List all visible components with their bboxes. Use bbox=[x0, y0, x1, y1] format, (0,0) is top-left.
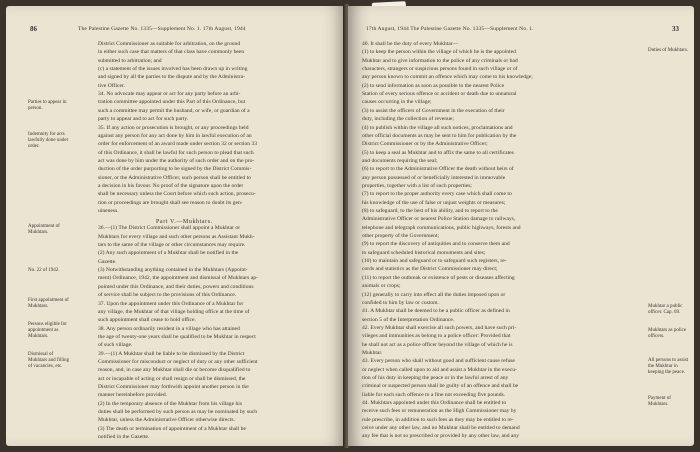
text-line: telephone and telegraph communications, public highways, forests and bbox=[362, 224, 521, 231]
text-line: (1) to keep the person within the village of which he is the appointed bbox=[362, 49, 516, 56]
text-line: (3) The death or termination of appointment of a Mukhtar shall be bbox=[98, 425, 246, 432]
text-line: the age of twenty-one years shall be qualified to be Mukhtar in respect bbox=[98, 333, 256, 340]
text-line: (c) a statement of the issues involved has been drawn up in writing bbox=[98, 66, 248, 73]
text-line: in either such case that matters of that class have commonly been bbox=[98, 49, 245, 56]
text-line: and documents requiring the seal; bbox=[362, 157, 438, 164]
text-line: District Commissioner as suitable for arbitration, on the ground bbox=[98, 41, 241, 47]
text-line: pointed under this Ordinance, and their duties, powers and conditions bbox=[98, 283, 254, 290]
text-line: he shall not act as a police officer beyond the village of which he is bbox=[362, 341, 513, 348]
text-line: a decision in his favour. No proof of the signature upon the order bbox=[98, 182, 244, 189]
margin-note: Mukhtar a public officer. Cap. 69. bbox=[648, 304, 683, 315]
text-line: vileges and immunities as belong to a police officer: Provided that bbox=[362, 333, 511, 340]
text-line: tion of his duty in keeping the peace or in the lawful arrest of any bbox=[362, 375, 509, 381]
text-line: 36.—(1) The District Commissioner shall appoint a Mukhtar or bbox=[98, 225, 241, 232]
text-line: duction of the order purporting to be signed by the District Commis- bbox=[98, 166, 252, 173]
text-line: (11) to report the outbreak or existence of pests or diseases affecting bbox=[362, 274, 515, 281]
text-line: (7) to report to the proper authority every case which shall come to bbox=[362, 191, 512, 198]
text-line: District Commissioner or by the Administrative Officer; bbox=[362, 141, 488, 148]
text-line: to safeguard scheduled historical monuments and sites; bbox=[362, 249, 486, 256]
right-page-header: 17th August, 1944 The Palestine Gazette No. 1335—Supplement No. 1. bbox=[366, 26, 534, 32]
text-line: act or incapable of acting or shall resign or shall be dismissed, the bbox=[98, 375, 246, 382]
text-line: 35. If any action or prosecution is brought, or any proceedings held bbox=[98, 124, 249, 131]
text-line: tration committee appointed under this Part of this Ordinance, but bbox=[98, 99, 246, 106]
text-line: District Commissioner may forthwith appoint another person in the bbox=[98, 384, 249, 390]
text-line: his knowledge of the use of false or unjust weights or measures; bbox=[362, 199, 506, 206]
text-line: (6) to report to the Administrative Officer the death without heirs of bbox=[362, 166, 514, 173]
text-line: characters, strangers or suspicious persons found in such village or of bbox=[362, 66, 518, 73]
text-line: 41. A Mukhtar shall be deemed to be a public officer as defined in bbox=[362, 308, 510, 315]
text-line: of this Ordinance, it shall be lawful for such person to plead that such bbox=[98, 149, 254, 156]
margin-note: Dismissal of Mukhtars and filling of vacancies, etc. bbox=[28, 352, 70, 369]
text-line: (3) Notwithstanding anything contained in the Mukhtars (Appoint- bbox=[98, 267, 248, 274]
margin-note: Duties of Mukhtars. bbox=[648, 48, 689, 53]
text-line: (4) to publish within the village all such notices, proclamations and bbox=[362, 124, 513, 131]
text-line: Gazette. bbox=[98, 258, 117, 265]
text-line: (2) to send information as soon as possible to the nearest Police bbox=[362, 82, 505, 89]
text-line: (3) to assist the officers of Government in the execution of their bbox=[362, 107, 505, 114]
text-line: notified in the Gazette. bbox=[98, 434, 150, 441]
text-line: of such village. bbox=[98, 342, 133, 349]
margin-note: Payment of Mukhtars. bbox=[648, 396, 671, 407]
text-line: 40. It shall be the duty of every Mukhtar— bbox=[362, 41, 459, 47]
text-line: rule prescribe, in addition to such fees as they may be entitled to re- bbox=[362, 416, 514, 423]
text-line: 39.—(1) A Mukhtar shall be liable to be dismissed by the District bbox=[98, 350, 245, 357]
text-line: duty, including the collection of revenue; bbox=[362, 116, 454, 123]
text-line: of service shall be subject to the provisions of this Ordinance. bbox=[98, 292, 237, 299]
text-line: other property of the Government; bbox=[362, 233, 440, 240]
text-line: Mukhtars for every village and such other persons as Assistant Mukh- bbox=[98, 233, 255, 240]
text-line: submitted to arbitration; and bbox=[98, 57, 162, 64]
text-line: Mukhtar. bbox=[362, 349, 383, 356]
text-line: manner hereinbefore provided. bbox=[98, 392, 168, 399]
text-line: any fee that is not so prescribed or provided by any other law, and any bbox=[362, 433, 519, 440]
text-line: Commissioner for misconduct or neglect of duty or any other sufficient bbox=[98, 358, 258, 365]
margin-note: Indemnity for acts lawfully done under order. bbox=[28, 132, 69, 149]
text-line: such a committee may permit the husband, or wife, or guardian of a bbox=[98, 107, 250, 114]
part-heading: Part V.—Mukhtars. bbox=[156, 219, 213, 225]
text-line: criminal or suspected person shall be guilty of an offence and shall be bbox=[362, 383, 519, 390]
text-line: Station of every serious offence or accident or death due to unnatural bbox=[362, 91, 517, 98]
text-line: party to appear and to act for such party. bbox=[98, 116, 189, 123]
text-line: (2) In the temporary absence of the Mukhtar from his village his bbox=[98, 400, 242, 407]
text-line: or neglect when called upon to aid and assist a Mukhtar in the execu- bbox=[362, 366, 517, 373]
text-line: any person possessed of or beneficially interested in immovable bbox=[362, 174, 506, 181]
text-line: section 5 of the Interpretation Ordinance. bbox=[362, 316, 455, 323]
text-line: 38. Any person ordinarily resident in a village who has attained bbox=[98, 325, 240, 332]
text-line: animals or crops; bbox=[362, 283, 401, 290]
text-line: tive Officer. bbox=[98, 82, 125, 89]
text-line: properties, together with a list of such properties; bbox=[362, 182, 472, 189]
text-line: ceive under any other law, and no Mukhtar shall be entitled to demand bbox=[362, 425, 520, 432]
text-line: liable for each such offence to a fine not exceeding five pounds. bbox=[362, 391, 506, 398]
text-line: against any person for any act done by him in lawful execution of an bbox=[98, 132, 252, 139]
text-line: act was done by him under the authority of such order and on the pro- bbox=[98, 157, 255, 164]
text-line: causes occurring in the village; bbox=[362, 99, 432, 106]
text-line: (8) to safeguard, to the best of his ability, and to report to the bbox=[362, 208, 498, 214]
left-page bbox=[6, 6, 346, 446]
text-line: (9) to report the discovery of antiquities and to conserve them and bbox=[362, 241, 510, 248]
text-line: tars to the same of the village or other circumstances may require. bbox=[98, 242, 246, 249]
margin-note: All persons to assist the Mukhtar in keeping the peace. bbox=[648, 358, 689, 375]
right-page-number: 33 bbox=[672, 25, 679, 33]
text-line: Mukhtar, unless the Administrative Officer otherwise directs. bbox=[98, 417, 235, 424]
text-line: sioner, or the Administrative Officer, such person shall be entitled to bbox=[98, 174, 251, 181]
text-line: (5) to keep a seal as Mukhtar and to affix the same to all certificates bbox=[362, 149, 514, 156]
text-line: Mukhtar and to give information to the police of any criminals or bad bbox=[362, 57, 518, 64]
text-line: 43. Every person who shall without good and sufficient cause refuse bbox=[362, 358, 515, 365]
text-line: tion or proceedings are brought shall see reason to doubt its gen- bbox=[98, 199, 243, 206]
text-line: and signed by all the parties to the dispute and by the Administra- bbox=[98, 74, 245, 81]
text-line: other official documents as may be sent to him for publication by the bbox=[362, 132, 517, 139]
text-line: duties shall be performed by such person as may be nominated by such bbox=[98, 409, 258, 416]
margin-note: Parties to appear in person. bbox=[28, 100, 67, 111]
text-line: such appointment shall cease to hold office. bbox=[98, 317, 196, 324]
left-page-number: 86 bbox=[30, 25, 37, 33]
text-line: (12) generally to carry into effect all the duties imposed upon or bbox=[362, 291, 506, 298]
text-line: Administrative Officer or nearest Police Station damage to railways, bbox=[362, 216, 516, 223]
margin-note: First appointment of Mukhtars. bbox=[28, 298, 69, 309]
text-line: ment) Ordinance, 1942, the appointment and dismissal of Mukhtars ap- bbox=[98, 275, 258, 282]
text-line: 37. Upon the appointment under this Ordinance of a Mukhtar for bbox=[98, 300, 244, 307]
right-page bbox=[348, 6, 694, 446]
text-line: confided to him by law or custom. bbox=[362, 299, 439, 306]
margin-note: Persons eligible for appointment as Mukhtars. bbox=[28, 322, 67, 339]
text-line: uineness. bbox=[98, 208, 119, 214]
text-line: (10) to maintain and safeguard or to safeguard such registers, re- bbox=[362, 258, 507, 265]
left-page-header: The Palestine Gazette No. 1335—Supplement No. 1. 17th August, 1944 bbox=[78, 26, 246, 32]
margin-note: Appointment of Mukhtars. bbox=[28, 224, 60, 235]
text-line: reason, and, in case any Mukhtar shall die or become disqualified to bbox=[98, 367, 251, 374]
text-line: any person known to commit an offence which may come to his knowledge; bbox=[362, 74, 533, 81]
text-line: 34. No advocate may appear or act for any party before an arbi- bbox=[98, 91, 241, 98]
text-line: any village, the Mukhtar of that village holding office at the time of bbox=[98, 308, 250, 315]
text-line: receive such fees or remuneration as the High Commissioner may by bbox=[362, 408, 517, 415]
text-line: shall be necessary unless the Court before which such action, prosecu- bbox=[98, 191, 256, 198]
text-line: 44. Mukhtars appointed under this Ordinance shall be entitled to bbox=[362, 400, 507, 407]
text-line: cords and statistics as the District Commissioner may direct; bbox=[362, 266, 498, 273]
margin-note: No. 22 of 1942. bbox=[28, 268, 60, 273]
text-line: 42. Every Mukhtar shall exercise all such powers, and have such pri- bbox=[362, 324, 517, 331]
text-line: (2) Any such appointment of a Mukhtar shall be notified in the bbox=[98, 250, 239, 257]
margin-note: Mukhtars as police officers. bbox=[648, 328, 687, 339]
text-line: order for enforcement of an award made under section 32 or section 33 bbox=[98, 141, 258, 148]
